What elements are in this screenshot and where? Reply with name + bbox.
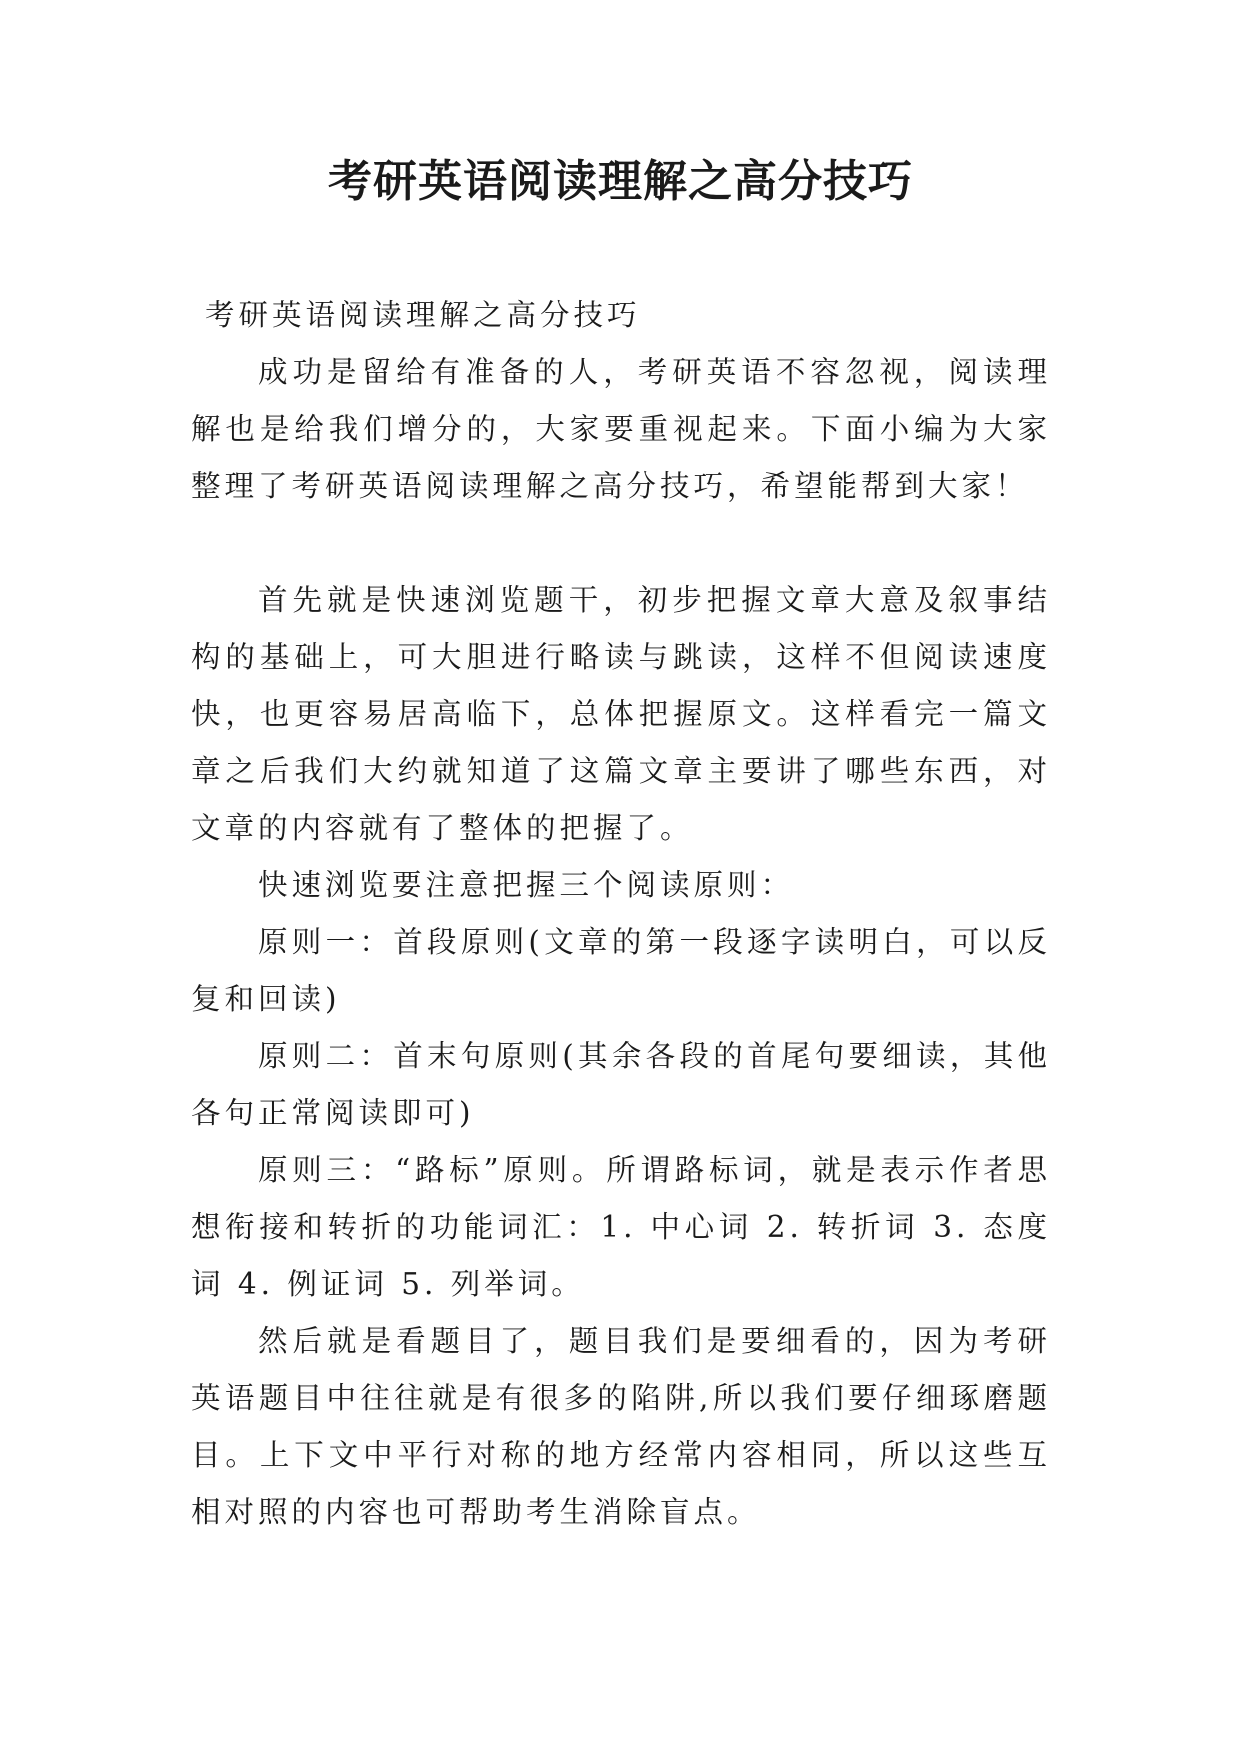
- document-title: 考研英语阅读理解之高分技巧: [328, 156, 913, 207]
- document-subtitle: 考研英语阅读理解之高分技巧: [205, 298, 641, 332]
- paragraph-principle-three: 原则三：“路标”原则。所谓路标词，就是表示作者思想衔接和转折的功能词汇：1. 中心词 2. 转折词 3. 态度词 4. 例证词 5. 列举词。: [191, 1153, 1051, 1301]
- paragraph-questions: 然后就是看题目了，题目我们是要细看的，因为考研英语题目中往往就是有很多的陷阱,所以我们要仔细琢磨题目。上下文中平行对称的地方经常内容相同，所以这些互相对照的内容也可帮助考生消除盲点。: [191, 1324, 1051, 1529]
- paragraph-spacer: [191, 515, 1051, 572]
- paragraph-intro: 成功是留给有准备的人，考研英语不容忽视，阅读理解也是给我们增分的，大家要重视起来。下面小编为大家整理了考研英语阅读理解之高分技巧，希望能帮到大家！: [191, 355, 1051, 503]
- paragraph-skimming: 首先就是快速浏览题干，初步把握文章大意及叙事结构的基础上，可大胆进行略读与跳读，这样不但阅读速度快，也更容易居高临下，总体把握原文。这样看完一篇文章之后我们大约就知道了这篇文章主要讲了哪些东西，对文章的内容就有了整体的把握了。: [191, 583, 1051, 845]
- paragraph-principles-intro: 快速浏览要注意把握三个阅读原则：: [258, 868, 795, 902]
- paragraph-principle-one: 原则一：首段原则(文章的第一段逐字读明白，可以反复和回读): [191, 925, 1051, 1016]
- paragraph-principle-two: 原则二：首末句原则(其余各段的首尾句要细读，其他各句正常阅读即可): [191, 1039, 1051, 1130]
- document-body: [191, 287, 1051, 1541]
